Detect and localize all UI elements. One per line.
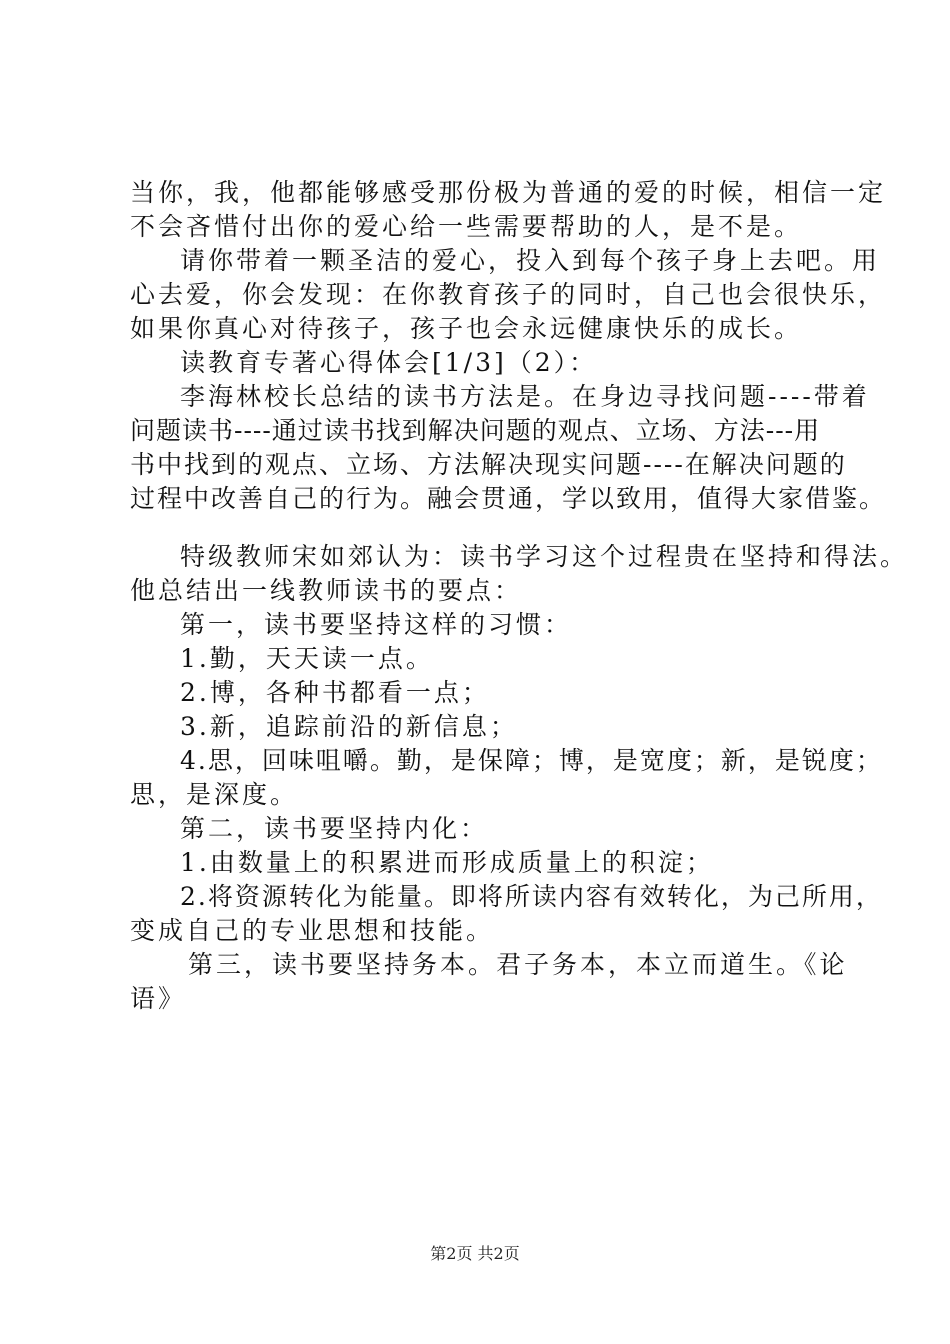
list-item-3: 3.新，追踪前沿的新信息； bbox=[180, 712, 518, 741]
text-line-3: 请你带着一颗圣洁的爱心，投入到每个孩子身上去吧。用 bbox=[180, 246, 881, 275]
text-line-10: 过程中改善自己的行为。融会贯通，学以致用，值得大家借鉴。 bbox=[130, 484, 887, 513]
text-line-4: 心去爱，你会发现：在你教育孩子的同时，自己也会很快乐， bbox=[130, 280, 887, 309]
list-item-2: 2.博，各种书都看一点； bbox=[180, 678, 490, 707]
text-line-22: 变成自己的专业思想和技能。 bbox=[130, 916, 495, 945]
text-line-23: 第三，读书要坚持务本。君子务本，本立而道生。《论 bbox=[188, 950, 848, 979]
text-line-1: 当你，我，他都能够感受那份极为普通的爱的时候，相信一定 bbox=[130, 178, 887, 207]
list-item-4: 4.思，回味咀嚼。勤，是保障；博，是宽度；新，是锐度； bbox=[180, 746, 883, 775]
page-footer: 第2页 共2页 bbox=[430, 1244, 520, 1263]
text-line-8: 问题读书----通过读书找到解决问题的观点、立场、方法---用 bbox=[130, 416, 821, 445]
text-line-5: 如果你真心对待孩子，孩子也会永远健康快乐的成长。 bbox=[130, 314, 803, 343]
text-line-2: 不会吝惜付出你的爱心给一些需要帮助的人，是不是。 bbox=[130, 212, 803, 241]
list-item-6: 2.将资源转化为能量。即将所读内容有效转化，为己所用， bbox=[180, 882, 883, 911]
list-item-1: 1.勤，天天读一点。 bbox=[180, 644, 434, 673]
text-line-13: 第一，读书要坚持这样的习惯： bbox=[180, 610, 573, 639]
section-heading: 读教育专著心得体会[1/3]（2）： bbox=[180, 348, 598, 377]
list-item-5: 1.由数量上的积累进而形成质量上的积淀； bbox=[180, 848, 714, 877]
text-line-19: 第二，读书要坚持内化： bbox=[180, 814, 489, 843]
text-line-12: 他总结出一线教师读书的要点： bbox=[130, 576, 523, 605]
text-line-9: 书中找到的观点、立场、方法解决现实问题----在解决问题的 bbox=[130, 450, 847, 479]
text-line-18: 思，是深度。 bbox=[130, 780, 299, 809]
text-line-11: 特级教师宋如郊认为：读书学习这个过程贵在坚持和得法。 bbox=[180, 542, 909, 571]
text-line-24: 语》 bbox=[130, 984, 187, 1013]
text-line-7: 李海林校长总结的读书方法是。在身边寻找问题----带着 bbox=[180, 382, 870, 411]
